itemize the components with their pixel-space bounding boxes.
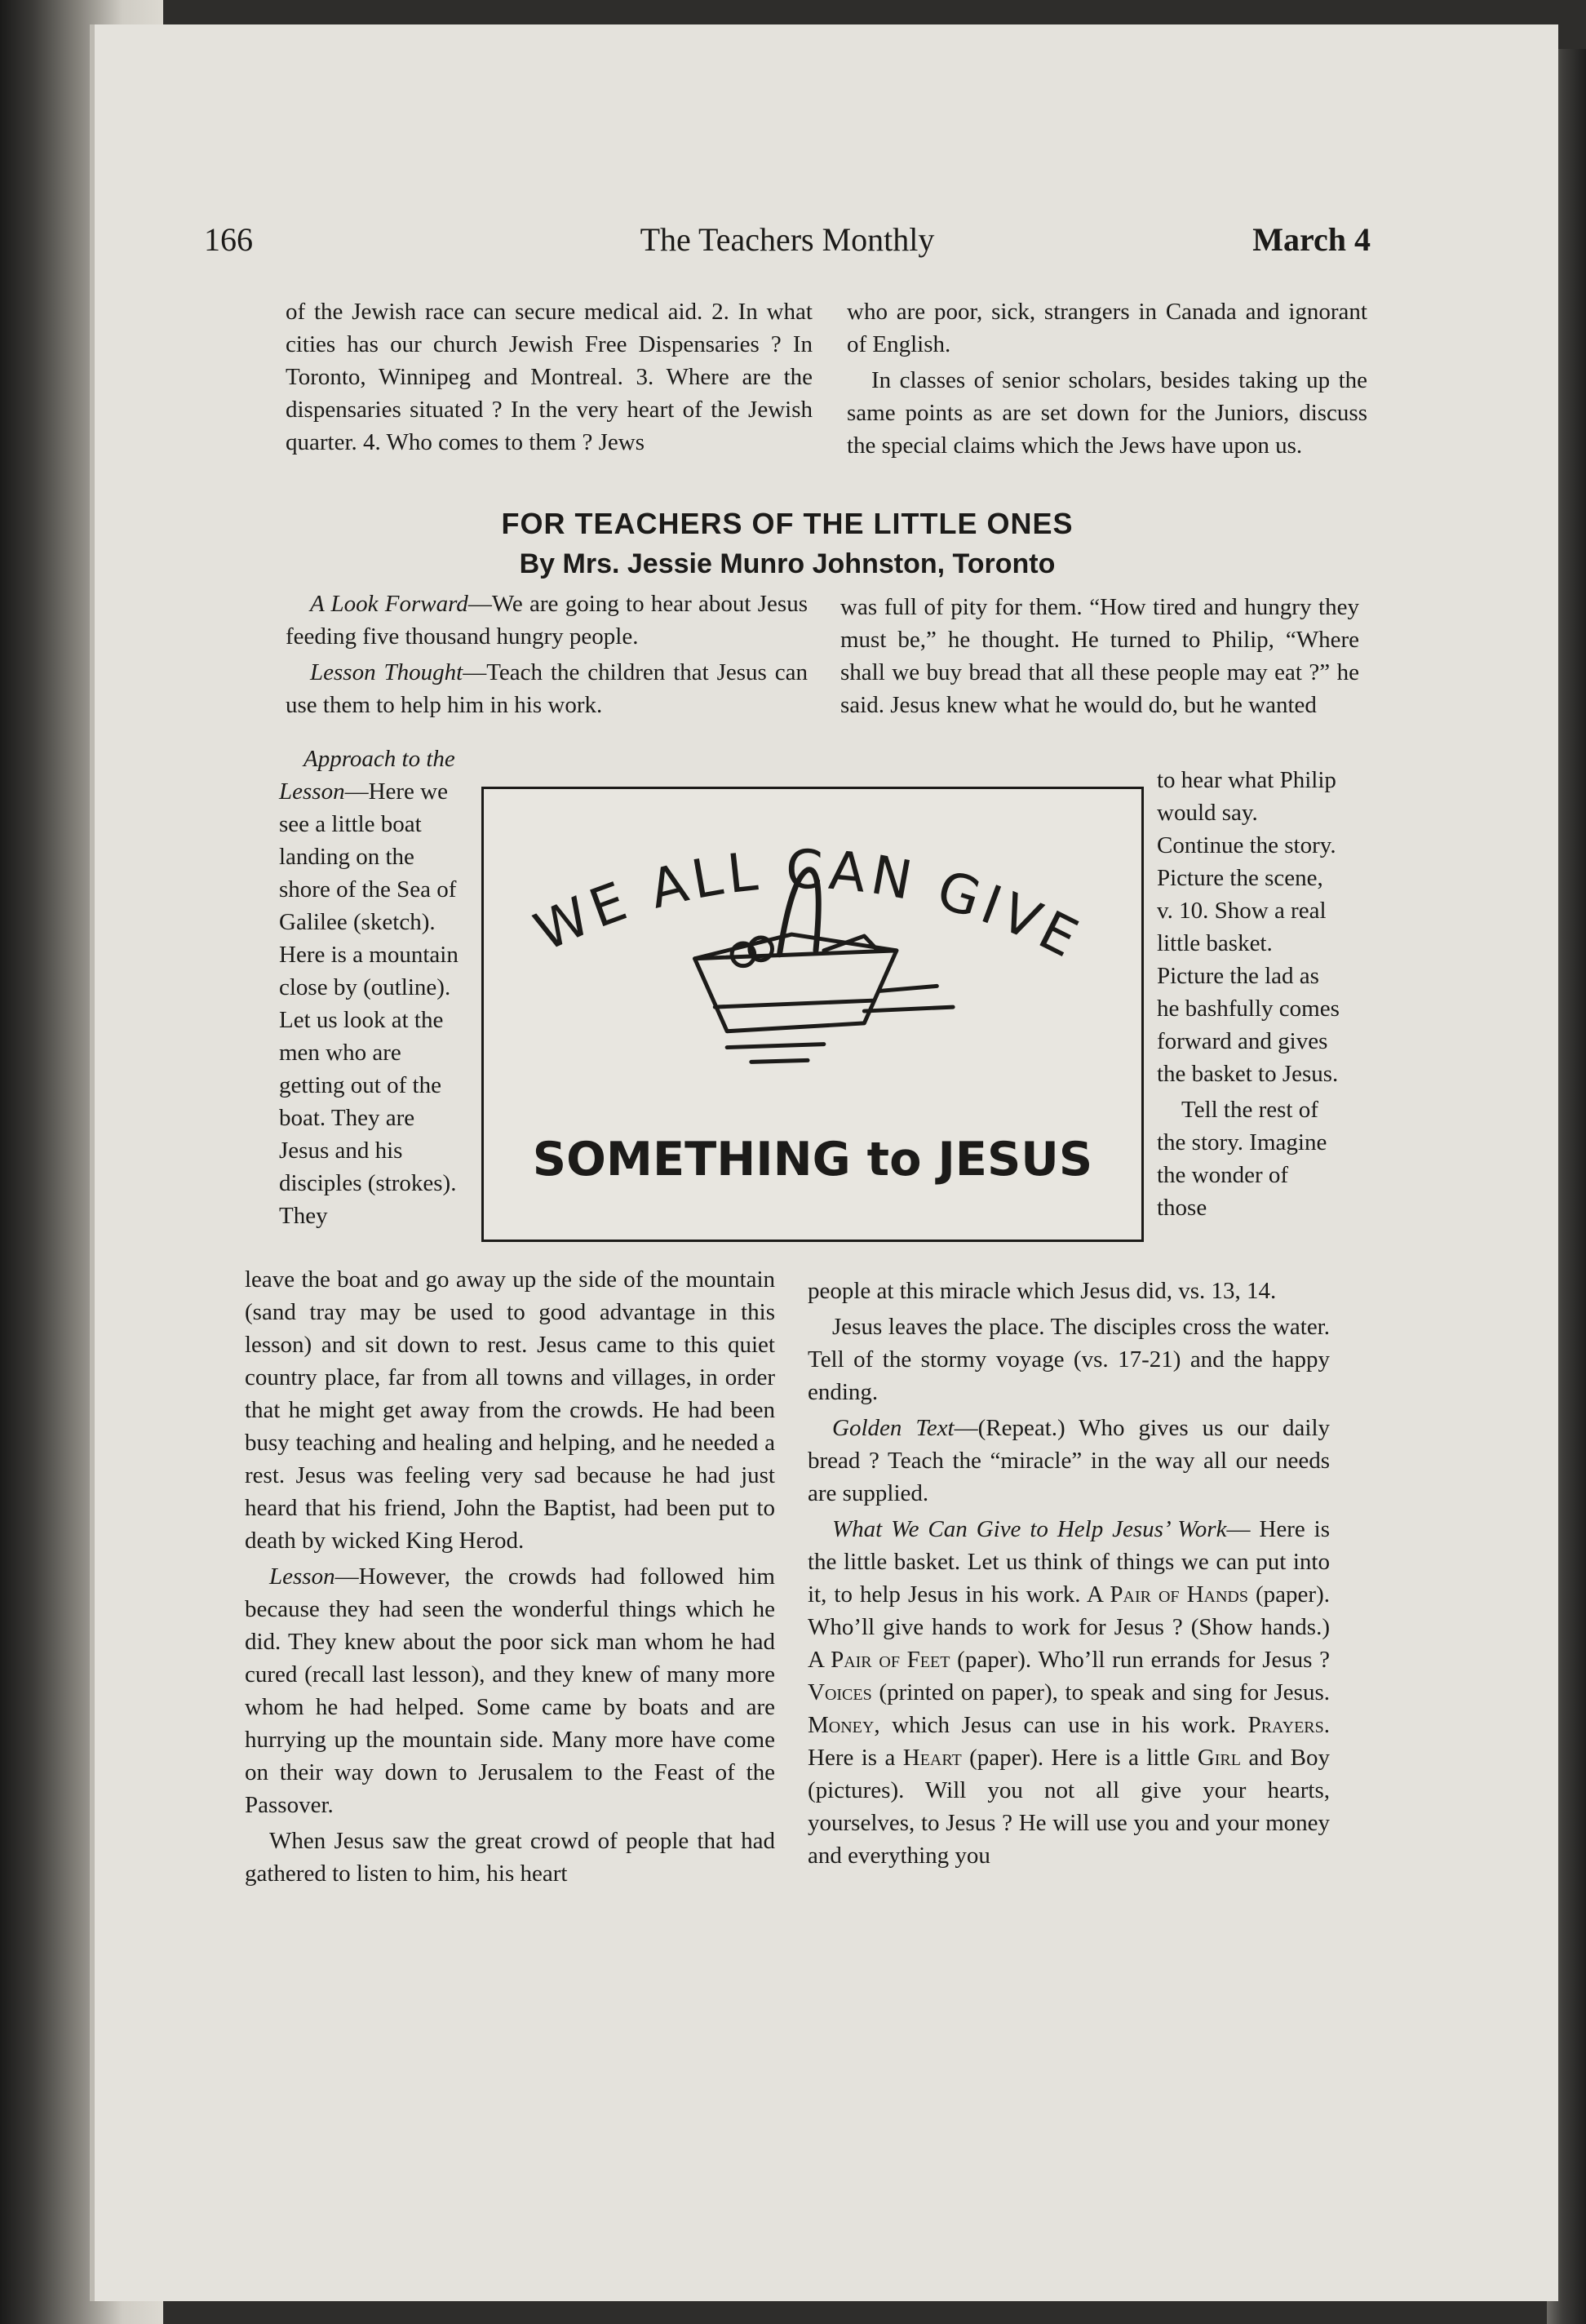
- left-narrow-column: [279, 743, 468, 1235]
- give-text-2: (paper). Who’ll run errands for Jesus ?: [950, 1647, 1331, 1673]
- approach-continued: leave the boat and go away up the side of the mountain (sand tray may be used to good advantage in this lesson) and sit down to rest. Jesus came to this quiet country place, far from all towns and villages, in order that he might get away from the crowds. He had been busy teaching and healing and helping, and he needed a rest. Jesus was feeling very sad because he had just heard that his friend, John the Baptist, had been put to death by wicked King Herod.: [245, 1266, 775, 1554]
- saw-crowd-paragraph: When Jesus saw the great crowd of people that had gathered to listen to him, his heart: [245, 1828, 775, 1887]
- continue-story-paragraph: to hear what Philip would say. Continue the story. Picture the scene, v. 10. Show a real little basket. Picture the lad as he bashfully comes forward and gives the basket to Jesus.: [1157, 767, 1340, 1087]
- left-column-upper: [286, 588, 808, 725]
- give-text-3: (printed on paper), to speak and sing for Jesus.: [871, 1679, 1330, 1705]
- top-left-paragraph: of the Jewish race can secure medical aid. 2. In what cities has our church Jewish Free Dispensaries ? In Toronto, Winnipeg and Montreal. 3. Where are the dispensaries situated ? In the very heart of the Jewish quarter. 4. Who comes to them ? Jews: [286, 299, 813, 455]
- issue-date: March 4: [1252, 221, 1371, 258]
- lesson-thought-label: Lesson Thought: [310, 659, 463, 685]
- top-right-paragraph-1: who are poor, sick, strangers in Canada and ignorant of English.: [847, 299, 1367, 357]
- top-right-paragraph-2: In classes of senior scholars, besides taking up the same points as are set down for the Juniors, discuss the special claims which the Jews have upon us.: [847, 367, 1367, 459]
- heart: Heart: [902, 1745, 962, 1771]
- approach-label: Approach to the Lesson: [279, 746, 455, 805]
- give-intro-text: — Here is the little basket. Let us think of things we can put into it, to help Jesus in his work. A: [808, 1516, 1330, 1608]
- look-forward-text: —We are going to hear about Jesus feeding five thousand hungry people.: [286, 591, 808, 650]
- people-miracle-paragraph: people at this miracle which Jesus did, vs. 13, 14.: [808, 1278, 1277, 1304]
- illustration: [484, 789, 1141, 1240]
- lesson-label: Lesson: [269, 1563, 335, 1590]
- girl: Girl: [1197, 1745, 1241, 1771]
- top-right-column: [847, 295, 1367, 465]
- what-we-can-give-paragraph: [808, 1513, 1330, 1872]
- pity-paragraph: was full of pity for them. “How tired and hungry they must be,” he thought. He turned to Philip, “Where shall we buy bread that all these people may eat ?” he said. Jesus knew what he would do, but he wanted: [840, 594, 1359, 718]
- money: Money: [808, 1712, 875, 1738]
- what-we-can-give-label: What We Can Give to Help Jesus’ Work: [832, 1516, 1227, 1542]
- approach-narrow-text: —Here we see a little boat landing on the shore of the Sea of Galilee (sketch). Here is a mountain close by (outline). Let us look at the men who are getting out of the boat. They are Jesus and his disciples (strokes). They: [279, 778, 459, 1229]
- give-text-5: . Here is a: [808, 1712, 1330, 1771]
- lesson-paragraph: [245, 1560, 775, 1821]
- right-column-upper: [840, 591, 1359, 725]
- jesus-leaves-paragraph: Jesus leaves the place. The disciples cross the water. Tell of the stormy voyage (vs. 17-21) and the happy ending.: [808, 1314, 1330, 1405]
- give-text-7: and Boy (pictures). Will you not all give your hearts, yourselves, to Jesus ? He will use you and your money and everything you: [808, 1745, 1330, 1869]
- left-column-lower: [245, 1263, 775, 1893]
- top-left-column: [286, 295, 813, 462]
- illustration-frame: [481, 787, 1144, 1242]
- look-forward-paragraph: [286, 588, 808, 653]
- journal-title: The Teachers Monthly: [640, 221, 935, 258]
- illustration-top-text: [525, 839, 1091, 972]
- right-column-lower: [808, 1275, 1330, 1875]
- lesson-text: —However, the crowds had followed him because they had seen the wonderful things which he did. They knew about the poor sick man whom he had cured (recall last lesson), and they knew of many more whom he had helped. Some came by boats and are hurrying up the mountain side. Many more have come on their way down to Jerusalem to the Feast of the Passover.: [245, 1563, 775, 1818]
- prayers: Prayers: [1247, 1712, 1324, 1738]
- pair-of-hands: Pair of Hands: [1110, 1581, 1248, 1608]
- page-number: 166: [204, 221, 253, 258]
- running-header: [204, 220, 1371, 269]
- look-forward-label: A Look Forward: [310, 591, 468, 617]
- approach-paragraph: [279, 743, 468, 1232]
- golden-text-body: —(Repeat.) Who gives us our daily bread ? Teach the “miracle” in the way all our needs are supplied.: [808, 1415, 1330, 1506]
- lesson-thought-text: —Teach the children that Jesus can use them to help him in his work.: [286, 659, 808, 718]
- give-text-1: (paper). Who’ll give hands to work for Jesus ? (Show hands.) A: [808, 1581, 1330, 1673]
- give-text-6: (paper). Here is a little: [961, 1745, 1198, 1771]
- lesson-thought-paragraph: [286, 656, 808, 721]
- right-narrow-column: [1157, 764, 1343, 1227]
- section-heading: FOR TEACHERS OF THE LITTLE ONES: [501, 507, 1074, 540]
- tell-rest-paragraph: Tell the rest of the story. Imagine the wonder of those: [1157, 1097, 1327, 1221]
- pair-of-feet: Pair of Feet: [831, 1647, 950, 1673]
- illustration-bottom-text: SOMETHING to JESUS: [532, 1131, 1093, 1186]
- illustration-top-textpath: WE ALL CAN GIVE: [525, 838, 1092, 972]
- voices: Voices: [808, 1679, 872, 1705]
- golden-text-paragraph: [808, 1412, 1330, 1510]
- golden-text-label: Golden Text: [832, 1415, 955, 1441]
- section-byline: By Mrs. Jessie Munro Johnston, Toronto: [519, 548, 1056, 579]
- give-text-4: , which Jesus can use in his work.: [874, 1712, 1248, 1738]
